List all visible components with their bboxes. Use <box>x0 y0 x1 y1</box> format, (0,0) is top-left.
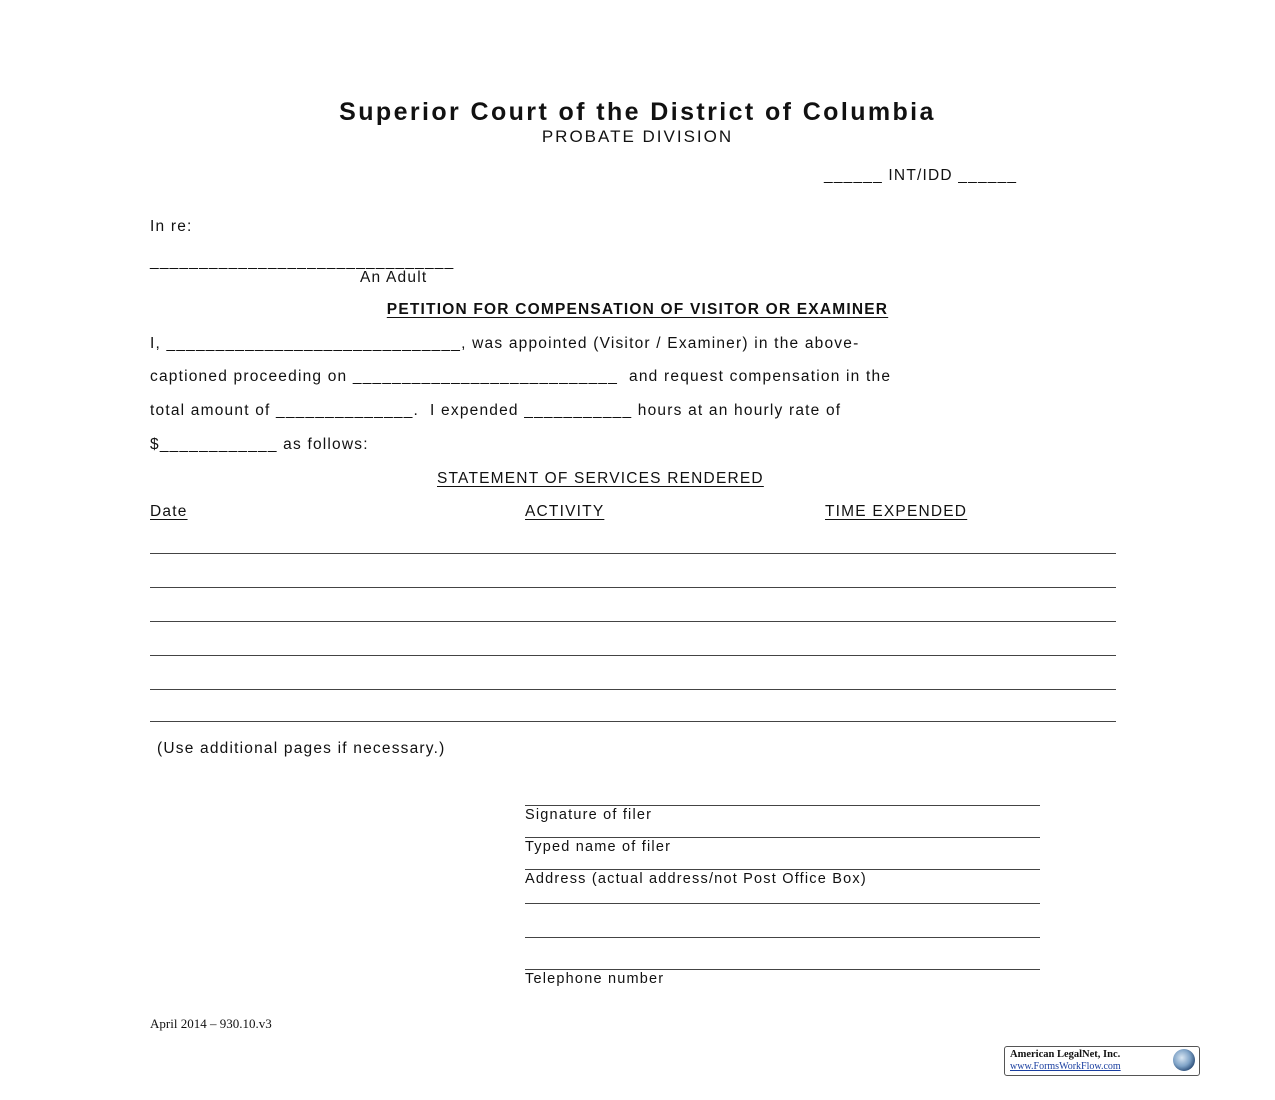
adult-label: An Adult <box>360 269 428 286</box>
column-header-date: Date <box>150 503 188 520</box>
typed-name-label: Typed name of filer <box>525 839 672 855</box>
address-label: Address (actual address/not Post Office Box) <box>525 871 867 887</box>
service-entry-line-4[interactable] <box>150 655 1116 656</box>
column-header-activity: ACTIVITY <box>525 503 605 520</box>
american-legalnet-logo[interactable] <box>1004 1046 1200 1076</box>
address-line-2[interactable] <box>525 903 1040 904</box>
address-line-3[interactable] <box>525 937 1040 938</box>
service-entry-line-2[interactable] <box>150 587 1116 588</box>
signature-line[interactable] <box>525 805 1040 806</box>
form-revision-id: April 2014 – 930.10.v3 <box>150 1016 272 1031</box>
petition-paragraph-line-2[interactable]: captioned proceeding on ___________________________ and request compensation in the <box>150 368 892 385</box>
additional-pages-note: (Use additional pages if necessary.) <box>157 740 446 757</box>
service-entry-line-5[interactable] <box>150 689 1116 690</box>
division-name: PROBATE DIVISION <box>541 127 734 146</box>
service-entry-line-6[interactable] <box>150 721 1116 722</box>
petition-title: PETITION FOR COMPENSATION OF VISITOR OR EXAMINER <box>386 301 889 318</box>
address-line-1[interactable] <box>525 869 1040 870</box>
case-number-field[interactable]: ______ INT/IDD ______ <box>824 167 1018 184</box>
service-entry-line-3[interactable] <box>150 621 1116 622</box>
column-header-time-expended: TIME EXPENDED <box>825 503 968 520</box>
telephone-label: Telephone number <box>525 971 665 987</box>
statement-heading: STATEMENT OF SERVICES RENDERED <box>437 470 764 487</box>
respondent-name-line[interactable]: _______________________________ <box>150 253 455 270</box>
petition-paragraph-line-1[interactable]: I, ______________________________, was appointed (Visitor / Examiner) in the above- <box>150 335 860 352</box>
service-entry-line-1[interactable] <box>150 553 1116 554</box>
petition-paragraph-line-3[interactable]: total amount of ______________. I expended ___________ hours at an hourly rate of <box>150 402 842 419</box>
signature-label: Signature of filer <box>525 807 653 823</box>
telephone-line[interactable] <box>525 969 1040 970</box>
court-title: Superior Court of the District of Columbia <box>339 98 936 126</box>
logo-company-name: American LegalNet, Inc. <box>1010 1049 1121 1060</box>
logo-website-link[interactable]: www.FormsWorkFlow.com <box>1010 1061 1121 1072</box>
petition-paragraph-line-4[interactable]: $____________ as follows: <box>150 436 369 453</box>
globe-icon <box>1173 1049 1195 1071</box>
in-re-label: In re: <box>150 218 193 235</box>
typed-name-line[interactable] <box>525 837 1040 838</box>
